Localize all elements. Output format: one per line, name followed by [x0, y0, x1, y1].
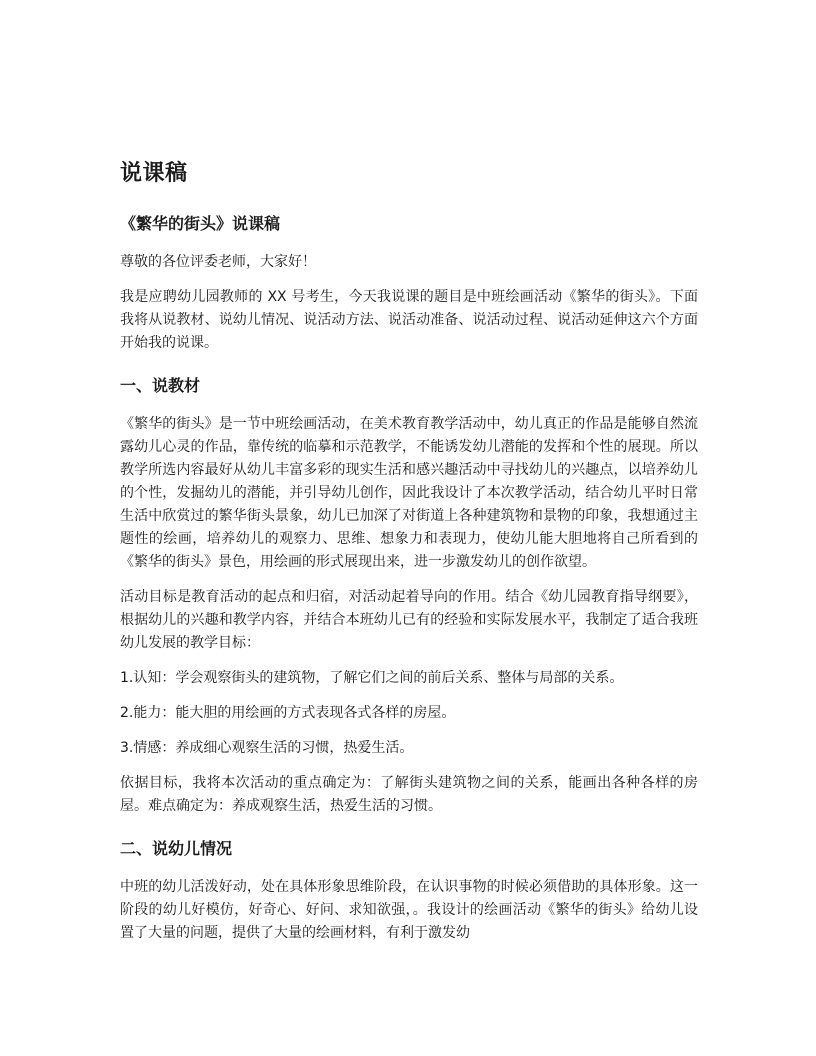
goal-ability: 2.能力：能大胆的用绘画的方式表现各式各样的房屋。: [120, 705, 456, 721]
goal-cognition: 1.认知：学会观察街头的建筑物，了解它们之间的前后关系、整体与局部的关系。: [120, 670, 624, 686]
document-subtitle: 《繁华的街头》说课稿: [120, 214, 281, 233]
textbook-paragraph-3: 依据目标，我将本次活动的重点确定为：了解街头建筑物之间的关系，能画出各种各样的房屋。难点确定为：养成观察生活，热爱生活的习惯。: [120, 775, 698, 814]
textbook-paragraph-2: 活动目标是教育活动的起点和归宿，对活动起着导向的作用。结合《幼儿园教育指导纲要》，根据幼儿的兴趣和教学内容，并结合本班幼儿已有的经验和实际发展水平，我制定了适合我班幼儿发展的教学目标：: [120, 589, 698, 651]
intro-paragraph: 我是应聘幼儿园教师的 XX 号考生，今天我说课的题目是中班绘画活动《繁华的街头》。下面我将从说教材、说幼儿情况、说活动方法、说活动准备、说活动过程、说活动延伸这六个方面开始我的说课。: [120, 289, 698, 351]
children-paragraph-1: 中班的幼儿活泼好动，处在具体形象思维阶段，在认识事物的时候必须借助的具体形象。这一阶段的幼儿好模仿，好奇心、好问、求知欲强，。我设计的绘画活动《繁华的街头》给幼儿设置了大量的问题，提供了大量的绘画材料，有利于激发幼: [120, 879, 698, 941]
goal-emotion: 3.情感：养成细心观察生活的习惯，热爱生活。: [120, 740, 414, 756]
section-heading-children: 二、说幼儿情况: [120, 839, 233, 858]
greeting-paragraph: 尊敬的各位评委老师，大家好！: [120, 254, 316, 270]
document-title: 说课稿: [120, 161, 188, 186]
document-body: [120, 157, 698, 957]
textbook-paragraph-1: 《繁华的街头》是一节中班绘画活动，在美术教育教学活动中，幼儿真正的作品是能够自然流露幼儿心灵的作品，靠传统的临摹和示范教学，不能诱发幼儿潜能的发挥和个性的展现。所以教学所选内容最好从幼儿丰富多彩的现实生活和感兴趣活动中寻找幼儿的兴趣点，以培养幼儿的个性，发掘幼儿的潜能，并引导幼儿创作，因此我设计了本次教学活动，结合幼儿平时日常生活中欣赏过的繁华街头景象，幼儿已加深了对街道上各种建筑物和景物的印象，我想通过主题性的绘画，培养幼儿的观察力、思维、想象力和表现力，使幼儿能大胆地将自己所看到的《繁华的街头》景色，用绘画的形式展现出来，进一步激发幼儿的创作欲望。: [120, 416, 698, 570]
section-heading-textbook: 一、说教材: [120, 376, 201, 395]
